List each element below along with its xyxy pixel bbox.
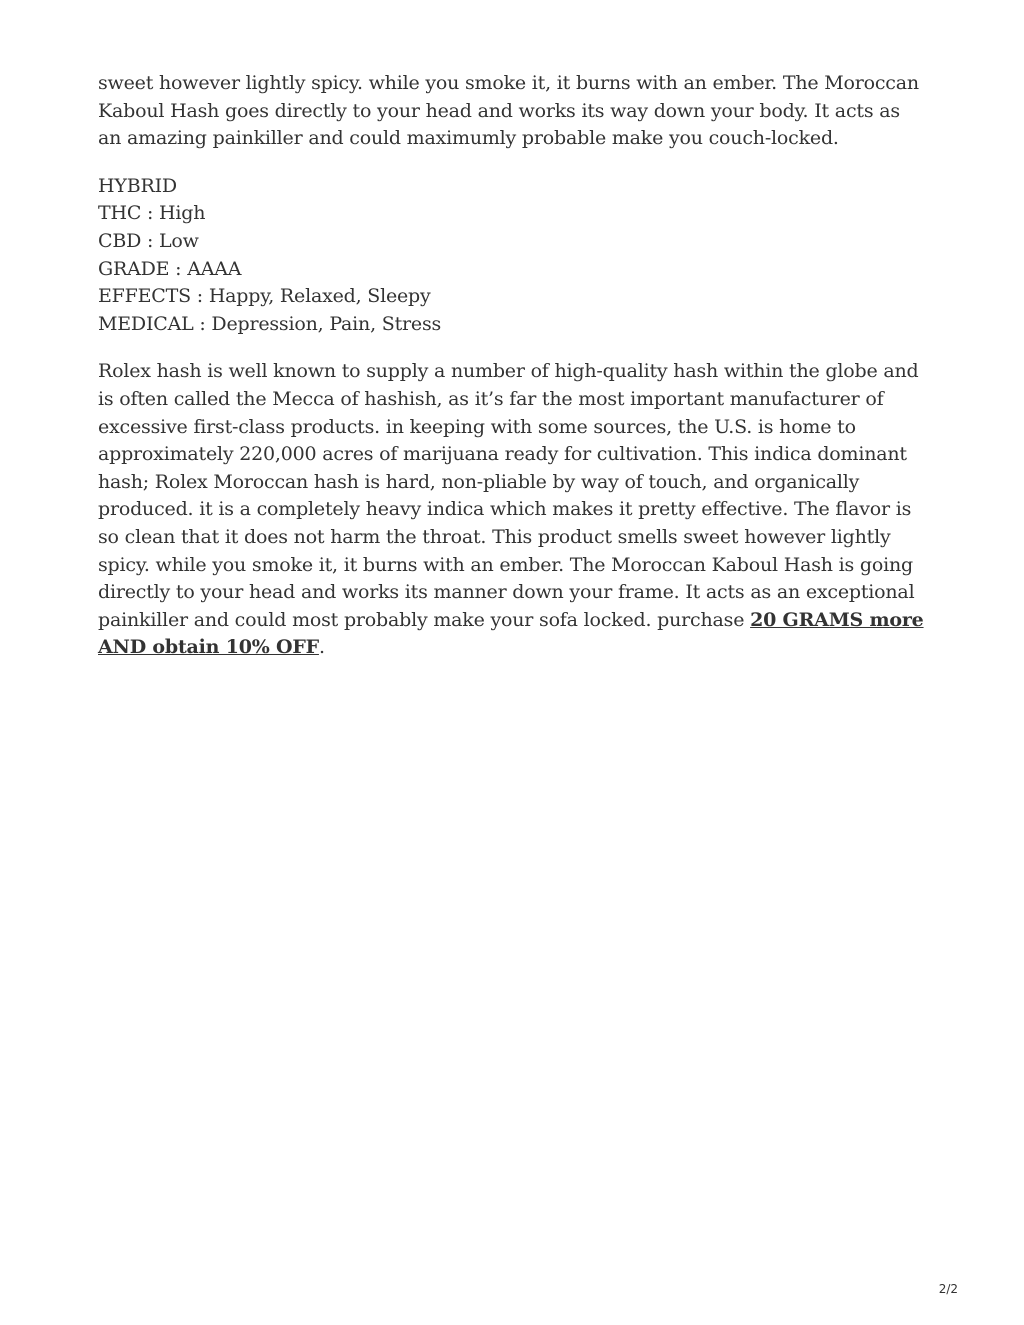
intro-paragraph: sweet however lightly spicy. while you smoke it, it burns with an ember. The Moroccan Kaboul Hash goes directly to your head and works its way down your body. It acts as an amazing painkiller and could maximumly probable make you couch-locked. <box>98 72 919 150</box>
spec-grade: GRADE : AAAA <box>98 257 242 280</box>
spec-type: HYBRID <box>98 174 177 197</box>
body-paragraph-text: Rolex hash is well known to supply a number of high-quality hash within the globe and is often called the Mecca of hashish, as it’s far the most important manufacturer of excessive first-class products. in keeping with some sources, the U.S. is home to approximately 220,000 acres of marijuana ready for cultivation. This indica dominant hash; Rolex Moroccan hash is hard, non-pliable by way of touch, and organically produced. it is a completely heavy indica which makes it pretty effective. The flavor is so clean that it does not harm the throat. This product smells sweet however lightly spicy. while you smoke it, it burns with an ember. The Moroccan Kaboul Hash is going directly to your head and works its manner down your frame. It acts as an exceptional painkiller and could most probably make your sofa locked. purchase <box>98 360 919 631</box>
document-page <box>98 70 928 682</box>
body-paragraph-trailing: . <box>318 636 325 659</box>
spec-effects: EFFECTS : Happy, Relaxed, Sleepy <box>98 285 431 308</box>
promo-link[interactable]: 20 GRAMS more AND obtain 10% OFF <box>98 608 924 659</box>
spec-cbd: CBD : Low <box>98 229 199 252</box>
body-paragraph <box>98 358 928 662</box>
page-number: 2/2 <box>938 1282 958 1296</box>
spec-medical: MEDICAL : Depression, Pain, Stress <box>98 312 442 335</box>
spec-thc: THC : High <box>98 202 206 225</box>
product-specs <box>98 173 928 339</box>
